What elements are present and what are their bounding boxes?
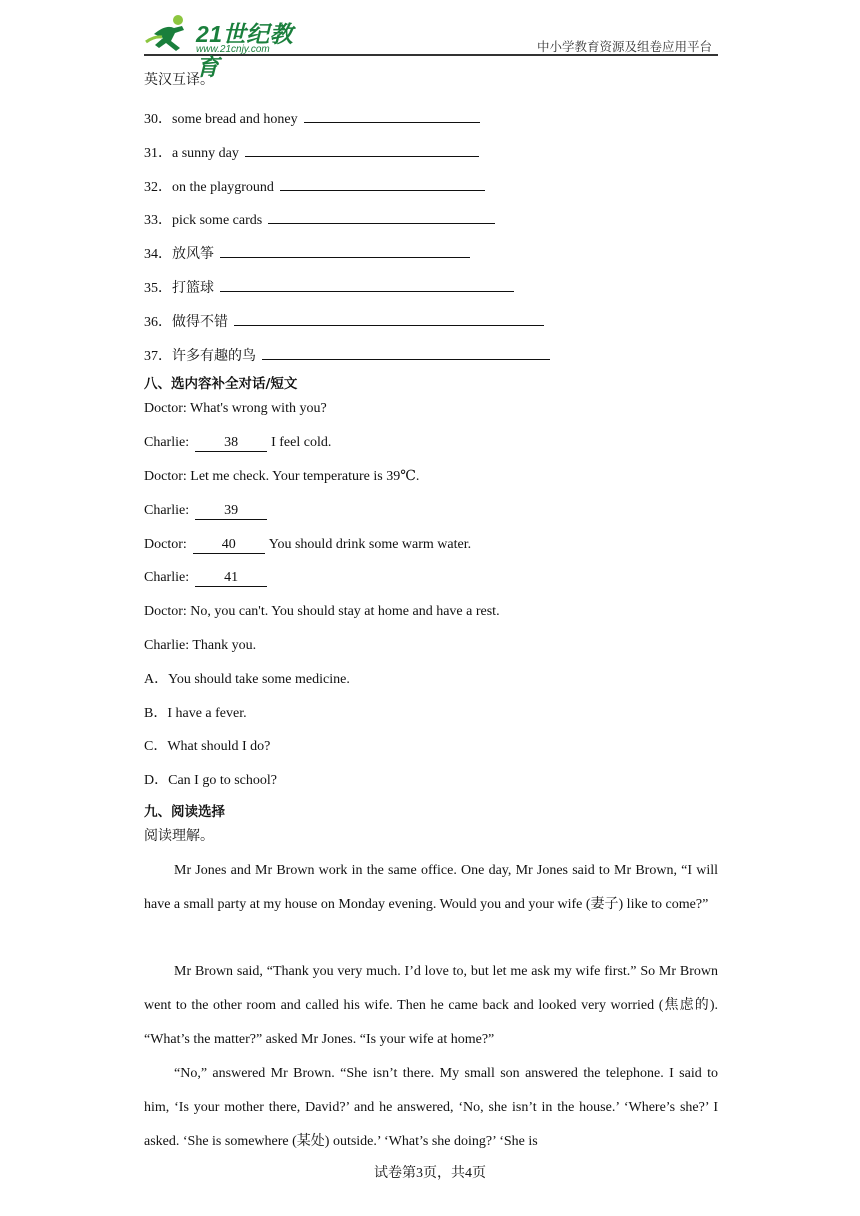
dialog-line <box>144 569 271 587</box>
answer-blank[interactable] <box>220 242 470 258</box>
translate-item <box>144 141 479 163</box>
item-text: 打篮球 <box>172 281 214 296</box>
logo-text: 21世纪教育 <box>196 21 294 80</box>
dialog-text: You should drink some warm water. <box>268 537 472 552</box>
reading-paragraph: Mr Jones and Mr Brown work in the same office. One day, Mr Jones said to Mr Brown, “I will have a small party at my house on Monday evening. Would you and your wife (妻子) like to come?” <box>144 863 718 912</box>
item-number: 30． <box>144 112 172 127</box>
item-text: 许多有趣的鸟 <box>172 349 256 364</box>
item-number: 31． <box>144 146 172 161</box>
item-number: 36． <box>144 315 172 330</box>
answer-blank[interactable] <box>280 175 485 191</box>
dialog-text: I feel cold. <box>271 435 332 450</box>
section-title-dialog: 八、选内容补全对话/短文 <box>144 376 298 392</box>
dialog-line: Charlie: Thank you. <box>144 638 257 653</box>
item-number: 32． <box>144 180 172 195</box>
logo-url: www.21cnjy.com <box>196 44 270 55</box>
dialog-line <box>144 536 471 554</box>
dialog-line: Doctor: Let me check. Your temperature is 39℃. <box>144 469 420 484</box>
speaker: Charlie: <box>144 503 190 518</box>
logo <box>144 12 314 80</box>
answer-blank[interactable] <box>245 141 479 157</box>
dialog-line <box>144 502 271 520</box>
answer-blank-41[interactable]: 41 <box>195 570 267 587</box>
item-text: pick some cards <box>172 213 263 228</box>
item-number: 33． <box>144 213 172 228</box>
option-d: D．Can I go to school? <box>144 773 277 788</box>
answer-blank[interactable] <box>268 208 495 224</box>
runner-logo-icon <box>144 12 196 52</box>
answer-blank[interactable] <box>234 310 544 326</box>
item-text: on the playground <box>172 180 274 195</box>
translate-item <box>144 242 470 264</box>
platform-name: 中小学教育资源及组卷应用平台 <box>536 39 712 54</box>
dialog-line: Doctor: No, you can't. You should stay at home and have a rest. <box>144 604 500 619</box>
translate-item <box>144 344 550 366</box>
option-c: C．What should I do? <box>144 739 271 754</box>
translate-item <box>144 175 485 197</box>
item-number: 35． <box>144 281 172 296</box>
instruction-reading: 阅读理解。 <box>144 829 214 844</box>
answer-blank[interactable] <box>262 344 550 360</box>
page-footer: 试卷第3页，共4页 <box>374 1166 486 1181</box>
page-header <box>144 10 718 80</box>
item-text: 放风筝 <box>172 247 214 262</box>
translate-item <box>144 276 514 298</box>
reading-paragraph: “No,” answered Mr Brown. “She isn’t there. My small son answered the telephone. I said to him, ‘Is your mother there, David?’ and he answered, ‘No, she isn’t in the house.’ ‘Where’s she?’ I asked. ‘She is somewhere (某处) outside.’ ‘What’s she doing?’ ‘She is <box>144 1066 718 1149</box>
option-b: B．I have a fever. <box>144 706 247 721</box>
answer-blank-38[interactable]: 38 <box>195 435 267 452</box>
answer-blank[interactable] <box>304 107 480 123</box>
answer-blank[interactable] <box>220 276 514 292</box>
instruction-translate: 英汉互译。 <box>144 73 214 88</box>
item-number: 37． <box>144 349 172 364</box>
item-number: 34． <box>144 247 172 262</box>
speaker: Charlie: <box>144 570 190 585</box>
dialog-line <box>144 434 331 452</box>
option-a: A．You should take some medicine. <box>144 672 350 687</box>
section-title-reading: 九、阅读选择 <box>144 804 225 820</box>
item-text: a sunny day <box>172 146 239 161</box>
item-text: 做得不错 <box>172 315 228 330</box>
dialog-line: Doctor: What's wrong with you? <box>144 401 327 416</box>
answer-blank-39[interactable]: 39 <box>195 503 267 520</box>
translate-item <box>144 310 544 332</box>
speaker: Charlie: <box>144 435 190 450</box>
translate-item <box>144 107 480 129</box>
speaker: Doctor: <box>144 537 187 552</box>
reading-paragraph: Mr Brown said, “Thank you very much. I’d love to, but let me ask my wife first.” So Mr Brown went to the other room and called his wife. Then he came back and looked very worried (焦虑的). “What’s the matter?” asked Mr Jones. “Is your wife at home?” <box>144 964 718 1047</box>
translate-item <box>144 208 495 230</box>
item-text: some bread and honey <box>172 112 298 127</box>
answer-blank-40[interactable]: 40 <box>193 537 265 554</box>
